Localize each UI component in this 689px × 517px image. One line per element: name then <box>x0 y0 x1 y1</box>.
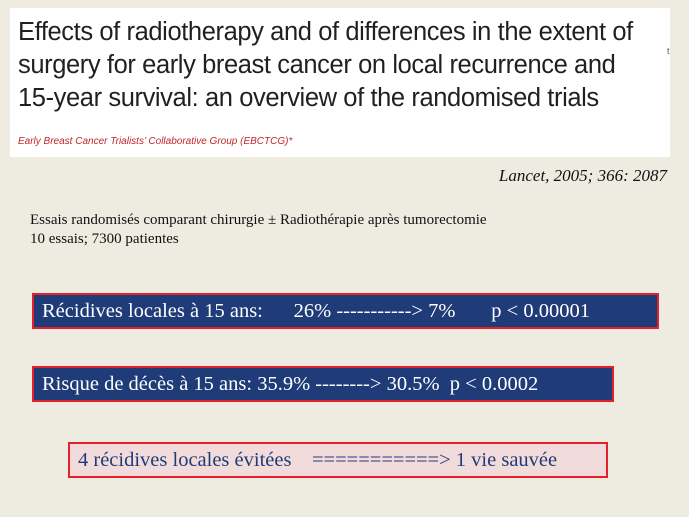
intro-line-2: 10 essais; 7300 patientes <box>30 231 179 247</box>
article-title <box>18 16 668 115</box>
local-recurrence-result: Récidives locales à 15 ans: 26% -----------> 7% p < 0.00001 <box>32 293 659 329</box>
edge-mark: t <box>667 46 670 56</box>
intro-line-1: Essais randomisés comparant chirurgie ± Radiothérapie après tumorectomie <box>30 212 487 228</box>
intro-text <box>30 211 487 249</box>
article-title-line-2: surgery for early breast cancer on local recurrence and <box>18 51 616 79</box>
author-group: Early Breast Cancer Trialists’ Collaborative Group (EBCTCG)* <box>18 136 293 147</box>
article-title-line-1: Effects of radiotherapy and of differences in the extent of <box>18 18 633 46</box>
article-header-image <box>10 8 670 157</box>
conclusion-box: 4 récidives locales évitées ===========> 1 vie sauvée <box>68 442 608 478</box>
death-risk-result: Risque de décès à 15 ans: 35.9% --------> 30.5% p < 0.0002 <box>32 366 614 402</box>
citation: Lancet, 2005; 366: 2087 <box>498 166 667 185</box>
article-title-line-3: 15-year survival: an overview of the randomised trials <box>18 84 599 112</box>
